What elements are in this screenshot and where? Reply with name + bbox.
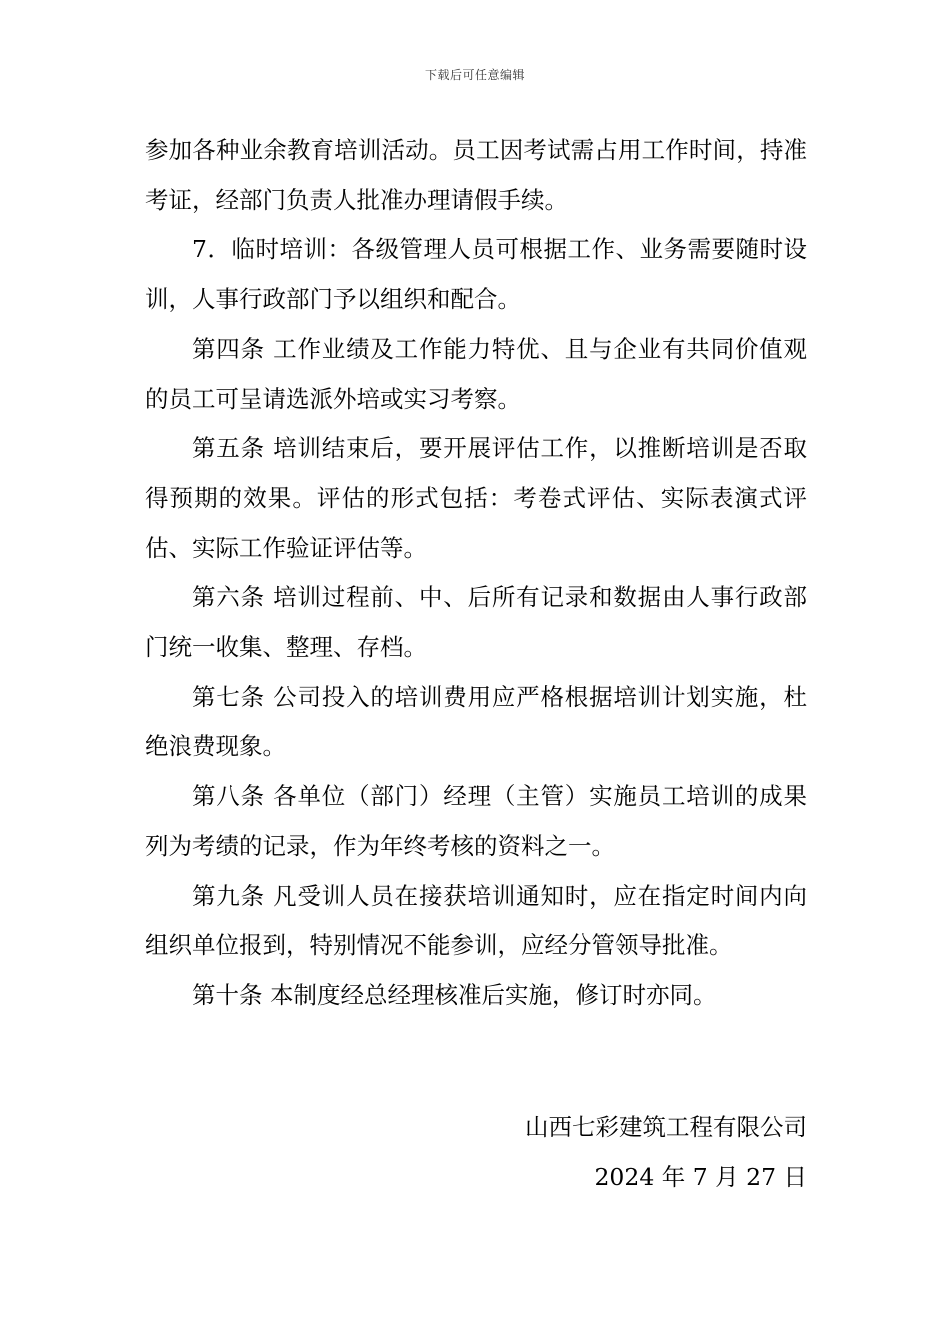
paragraph-article-10: 第十条 本制度经总经理核准后实施，修订时亦同。 <box>192 980 717 1009</box>
paragraph-article-4: 第四条 工作业绩及工作能力特优、且与企业有共同价值观的员工可呈请选派外培或实习考察。 <box>145 334 807 413</box>
paragraph-continuation: 参加各种业余教育培训活动。员工因考试需占用工作时间，持准考证，经部门负责人批准办理请假手续。 <box>145 136 807 214</box>
paragraph-article-6: 第六条 培训过程前、中、后所有记录和数据由人事行政部门统一收集、整理、存档。 <box>145 583 807 662</box>
paragraph-article-5: 第五条 培训结束后，要开展评估工作，以推断培训是否取得预期的效果。评估的形式包括：考卷式评估、实际表演式评估、实际工作验证评估等。 <box>145 434 807 562</box>
paragraph-article-9: 第九条 凡受训人员在接获培训通知时，应在指定时间内向组织单位报到，特别情况不能参训，应经分管领导批准。 <box>145 881 807 960</box>
signature-company: 山西七彩建筑工程有限公司 <box>525 1113 807 1141</box>
paragraph-article-7: 第七条 公司投入的培训费用应严格根据培训计划实施，杜绝浪费现象。 <box>145 682 807 761</box>
paragraph-temporary-training: 7．临时培训：各级管理人员可根据工作、业务需要随时设训，人事行政部门予以组织和配合。 <box>145 235 807 314</box>
paragraph-article-8: 第八条 各单位（部门）经理（主管）实施员工培训的成果列为考绩的记录，作为年终考核的资料之一。 <box>145 782 807 860</box>
signature-date: 2024 年 7 月 27 日 <box>594 1163 807 1191</box>
header-note: 下载后可任意编辑 <box>424 68 525 82</box>
document-body <box>145 126 807 1021</box>
